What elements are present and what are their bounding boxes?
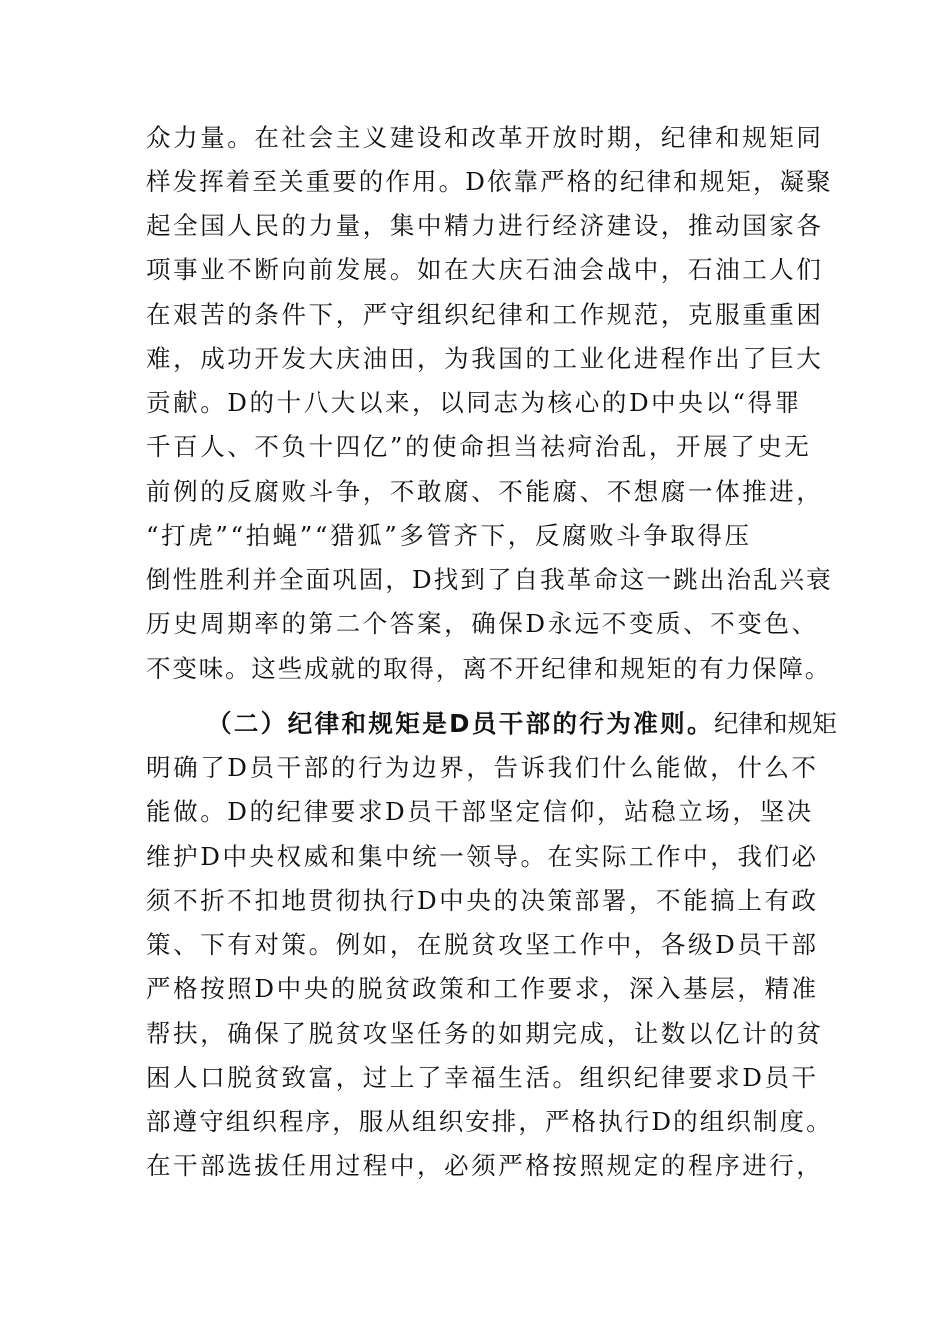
body-line: 维护D中央权威和集中统一领导。在实际工作中，我们必 bbox=[146, 842, 819, 871]
body-line: 贡献。D的十八大以来，以同志为核心的D中央以“得罪 bbox=[146, 388, 802, 417]
body-line: 前例的反腐败斗争，不敢腐、不能腐、不想腐一体推进， bbox=[146, 477, 824, 506]
section-first-line bbox=[207, 702, 837, 746]
body-line: 倒性胜利并全面巩固，D找到了自我革命这一跳出治乱兴衰 bbox=[146, 565, 833, 594]
body-line: 项事业不断向前发展。如在大庆石油会战中，石油工人们 bbox=[146, 255, 824, 284]
body-line: 在艰苦的条件下，严守组织纪律和工作规范，克服重重困 bbox=[146, 300, 824, 329]
body-line: 须不折不扣地贯彻执行D中央的决策部署，不能搞上有政 bbox=[146, 886, 819, 915]
body-line: 严格按照D中央的脱贫政策和工作要求，深入基层，精准 bbox=[146, 974, 819, 1003]
body-line: 难，成功开发大庆油田，为我国的工业化进程作出了巨大 bbox=[146, 344, 824, 373]
section-first-line-text: 纪律和规矩 bbox=[713, 709, 837, 738]
body-line: 帮扶，确保了脱贫攻坚任务的如期完成，让数以亿计的贫 bbox=[146, 1019, 824, 1048]
body-line: 策、下有对策。例如，在脱贫攻坚工作中，各级D员干部 bbox=[146, 930, 819, 959]
body-line: 在干部选拔任用过程中，必须严格按照规定的程序进行， bbox=[146, 1151, 824, 1180]
body-line: 历史周期率的第二个答案，确保D永远不变质、不变色、 bbox=[146, 609, 819, 638]
body-line: 不变味。这些成就的取得，离不开纪律和规矩的有力保障。 bbox=[146, 654, 832, 683]
body-line: 部遵守组织程序，服从组织安排，严格执行D的组织制度。 bbox=[146, 1107, 833, 1136]
body-line: 起全国人民的力量，集中精力进行经济建设，推动国家各 bbox=[146, 211, 824, 240]
body-line: 能做。D的纪律要求D员干部坚定信仰，站稳立场，坚决 bbox=[146, 797, 814, 826]
body-line: 千百人、不负十四亿”的使命担当祛疴治乱，开展了史无 bbox=[146, 432, 812, 461]
body-line: “打虎”“拍蝇”“猎狐”多管齐下，反腐败斗争取得压 bbox=[146, 521, 752, 550]
section-heading: （二）纪律和规矩是D员干部的行为准则。 bbox=[207, 709, 714, 738]
body-line: 明确了D员干部的行为边界，告诉我们什么能做，什么不 bbox=[146, 753, 819, 782]
body-line: 众力量。在社会主义建设和改革开放时期，纪律和规矩同 bbox=[146, 123, 824, 152]
body-line: 样发挥着至关重要的作用。D依靠严格的纪律和规矩，凝聚 bbox=[146, 167, 833, 196]
body-line: 困人口脱贫致富，过上了幸福生活。组织纪律要求D员干 bbox=[146, 1063, 819, 1092]
